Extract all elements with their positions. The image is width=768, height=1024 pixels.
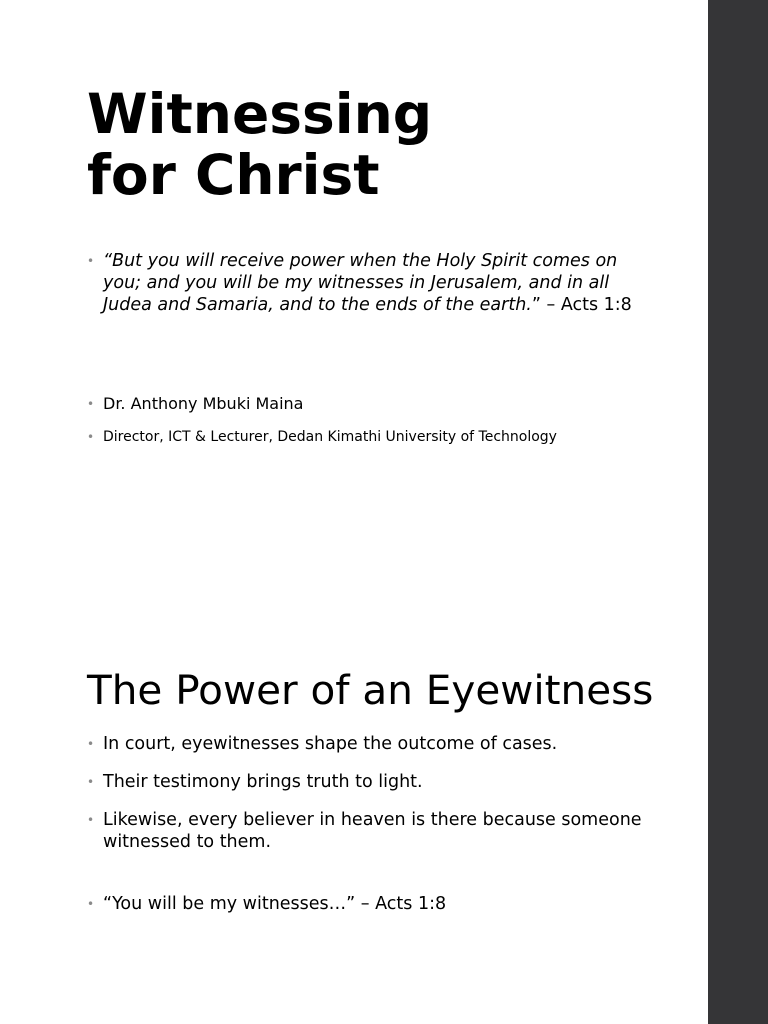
bullet-icon: • xyxy=(87,775,95,789)
section-heading: The Power of an Eyewitness xyxy=(87,666,654,714)
list-item xyxy=(87,893,687,915)
list-item xyxy=(87,771,687,793)
points-list xyxy=(87,733,687,931)
bullet-icon: • xyxy=(87,254,95,268)
bullet-icon: • xyxy=(87,737,95,751)
list-item-author-role xyxy=(87,428,687,446)
bullet-icon: • xyxy=(87,813,95,827)
bullet-icon: • xyxy=(87,430,95,444)
author-list xyxy=(87,393,687,446)
author-role: Director, ICT & Lecturer, Dedan Kimathi University of Technology xyxy=(103,429,557,445)
quote-text: “But you will receive power when the Holy Spirit comes on you; and you will be my witnesses in Jerusalem, and in all Judea and Samaria, and to the ends of the earth. xyxy=(103,251,618,315)
bullet-icon: • xyxy=(87,397,95,411)
list-item-quote xyxy=(87,250,687,316)
point-text: “You will be my witnesses…” – Acts 1:8 xyxy=(103,894,447,914)
title-line-1: Witnessing xyxy=(87,82,433,146)
right-sidebar-bar xyxy=(708,0,768,1024)
list-item xyxy=(87,809,687,853)
slide-title xyxy=(87,84,687,206)
quote-list xyxy=(87,250,687,316)
list-item-author-name xyxy=(87,393,687,415)
point-text: Their testimony brings truth to light. xyxy=(103,772,423,792)
quote-reference: ” – Acts 1:8 xyxy=(531,295,632,315)
author-name: Dr. Anthony Mbuki Maina xyxy=(103,394,304,413)
bullet-icon: • xyxy=(87,897,95,911)
point-text: In court, eyewitnesses shape the outcome of cases. xyxy=(103,734,558,754)
list-item xyxy=(87,733,687,755)
title-line-2: for Christ xyxy=(87,143,380,207)
point-text: Likewise, every believer in heaven is there because someone witnessed to them. xyxy=(103,810,642,852)
